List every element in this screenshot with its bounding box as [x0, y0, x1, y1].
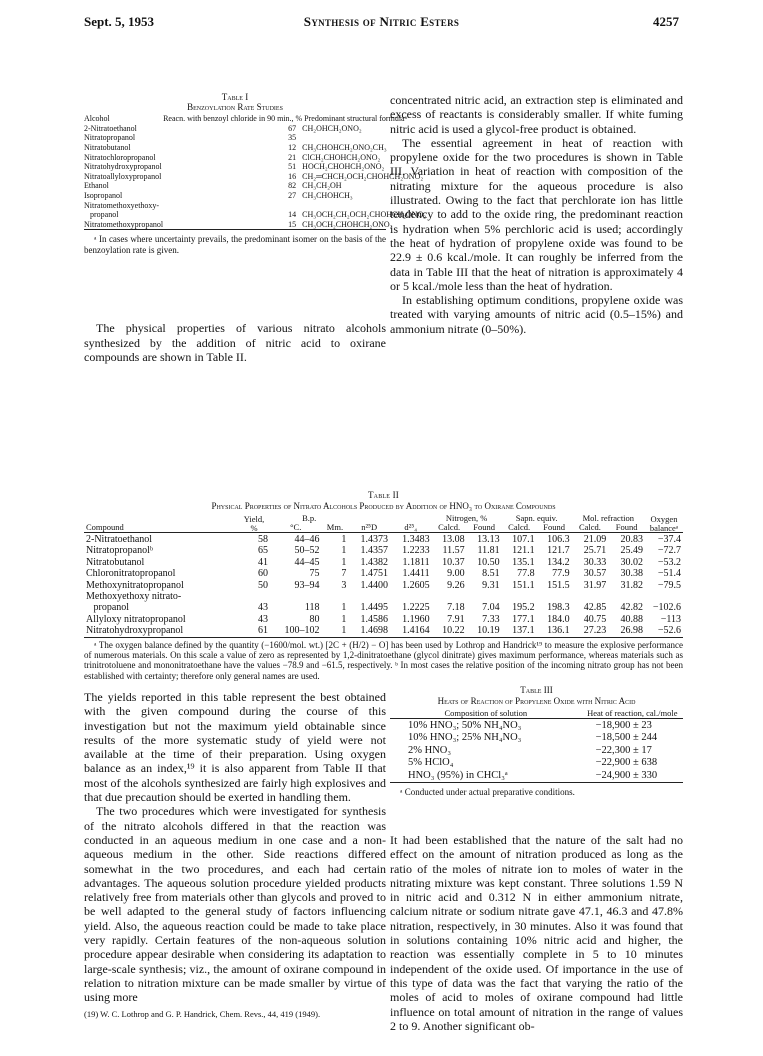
table-2-cell-sc	[502, 591, 537, 602]
table-2-cell-compound: Methoxyethoxy nitrato-	[86, 591, 182, 603]
table-3-subtitle: Heats of Reaction of Propylene Oxide with Nitric Acid	[437, 696, 636, 706]
table-2-header-nit-calcd: Calcd.	[438, 522, 461, 532]
table-1-cell-pct: 82	[288, 181, 297, 191]
table-2-cell-mm: 1	[341, 625, 347, 637]
table-1-cell-formula: CH₃OCH₂CHOHCH₂ONO₂	[302, 219, 393, 229]
table-2-cell-sc: 135.1	[512, 556, 535, 568]
table-1-cell-formula: ClCH₂CHOHCH₂ONO₂	[302, 152, 381, 162]
running-header	[84, 14, 679, 30]
table-2-cell-mc: 30.57	[583, 568, 607, 580]
table-2-header-bp-mm: Mm.	[326, 522, 344, 532]
table-3-cell-composition: HNO₃ (95%) in CHCl₃ᵃ	[408, 769, 508, 781]
table-2-cell-sf: 136.1	[547, 625, 570, 637]
table-2-cell-mm: 1	[341, 613, 347, 625]
table-1	[84, 92, 427, 256]
table-2-cell-nf: 11.81	[477, 545, 500, 557]
right-column-top	[390, 93, 683, 336]
table-1-cell-pct: 15	[288, 219, 297, 229]
paragraph: The two procedures which were investigated for synthesis of the nitrato alcohols differed in that the reaction was conducted in an aqueous medium in one case and a non-aqueous medium in the other. Side reactions differed somewhat in the two procedures, and each had certain advantages. The aqueous solution procedure yielded products relatively free from materials other than glycols and proved to be well adapted to the general study of factors influencing yield. Also, the aqueous reaction could be made to take place very rapidly. Certain features of the non-aqueous solution procedure appear desirable when considering its adaptation to large-scale synthesis; viz., the amount of oxirane compound in relation to nitration mixture can be made smaller by virtue of using more	[84, 804, 386, 1005]
table-row	[84, 614, 683, 625]
table-2-cell-sf: 134.2	[547, 556, 570, 568]
table-2-cell-sc: 137.1	[512, 625, 535, 637]
table-1-cell-pct: 12	[288, 142, 297, 152]
table-1-cell-formula: CH₂═CHCH₂OCH₂CHOHCH₂ONO₂	[302, 171, 424, 181]
table-row	[84, 124, 426, 134]
paragraph: concentrated nitric acid, an extraction step is eliminated and excess of reactants is considerably smaller. If white fuming nitric acid is used a glycol-free product is obtained.	[390, 93, 683, 136]
table-3-cell-heat: −24,900 ± 330	[595, 769, 658, 781]
table-2-cell-mc: 40.75	[583, 613, 607, 625]
table-row	[84, 133, 426, 143]
table-1-cell-alcohol: propanol	[84, 210, 119, 220]
table-2-header-bp: B.p.	[302, 513, 317, 523]
table-2	[84, 490, 683, 681]
table-2-footnote: ᵃ The oxygen balance defined by the quantity (−1600/mol. wt.) [2C + (H/2) − O] has been used by Lothrop and Handrick¹⁹ to measure the explosive performance of numerous materials. On this scale a value of zero as represented by 1,2-dinitratoethane (glycol dinitrate) gives maximum performance, whereas materials such as trinitrotoluene and mononitratoethane have the values −78.9 and −61.5, respectively. ᵇ In most cases the relative position of the incoming nitrato group has not been established with certainty; therefore only general names are used.	[84, 639, 683, 681]
table-1-cell-alcohol: Nitratomethoxypropanol	[84, 219, 164, 229]
table-row	[84, 153, 426, 163]
table-2-cell-d	[390, 591, 432, 602]
table-2-cell-ob: −52.6	[657, 625, 681, 637]
table-2-cell-bpc: 80	[309, 613, 320, 625]
table-2-header-nd: n²⁵D	[361, 522, 378, 532]
table-2-cell-d: 1.1960	[402, 613, 430, 625]
table-2-cell-mc: 25.71	[583, 545, 607, 557]
table-3-cell-heat: −18,500 ± 244	[595, 732, 658, 744]
table-1-cell-alcohol: Isopropanol	[84, 190, 123, 200]
table-2-cell-nd: 1.4698	[360, 625, 388, 637]
table-2-header-sapn: Sapn. equiv.	[515, 513, 558, 523]
table-1-subtitle: Benzoylation Rate Studies	[187, 101, 283, 112]
table-3-cell-heat: −22,300 ± 17	[595, 744, 652, 756]
table-2-header-nit-found: Found	[473, 522, 495, 532]
table-2-cell-bpc: 44–45	[294, 556, 320, 568]
table-2-cell-sc: 151.1	[512, 579, 535, 591]
table-2-cell-nd: 1.4400	[360, 579, 388, 591]
table-3	[390, 685, 683, 798]
table-2-cell-sf	[537, 591, 572, 602]
table-3-grid	[390, 709, 683, 784]
table-1-cell-formula: CH₃OCH₂CH₂OCH₂CHOHCH₂ONO₂	[302, 210, 427, 220]
table-2-cell-nc: 13.08	[442, 534, 465, 545]
table-2-cell-yield: 58	[258, 534, 268, 545]
table-2-cell-nd: 1.4495	[360, 602, 388, 614]
table-2-cell-mm: 3	[341, 579, 347, 591]
paragraph: The physical properties of various nitrato alcohols synthesized by the addition of nitric acid to oxirane compounds are shown in Table II.	[84, 321, 386, 364]
table-1-cell-alcohol: Nitratoallyloxypropanol	[84, 171, 162, 181]
table-2-cell-bpc: 118	[304, 602, 320, 614]
table-row	[390, 745, 683, 757]
table-3-cell-composition: 10% HNO₃; 50% NH₄NO₃	[408, 720, 522, 731]
table-2-cell-d: 1.4164	[402, 625, 430, 637]
table-2-cell-d: 1.2605	[402, 579, 430, 591]
table-row	[84, 201, 426, 211]
table-2-cell-nc: 7.18	[447, 602, 465, 614]
table-2-cell-mc: 21.09	[583, 534, 607, 545]
table-row	[84, 220, 426, 230]
table-1-cell-formula: CH₃CH₂OH	[302, 181, 342, 191]
table-2-cell-nd: 1.4586	[360, 613, 388, 625]
table-2-cell-sf: 151.5	[547, 579, 570, 591]
table-2-header-bp-c: °C.	[290, 522, 302, 532]
table-2-cell-sc: 195.2	[512, 602, 535, 614]
table-row	[390, 720, 683, 732]
right-column-bottom	[390, 833, 683, 1033]
table-1-title: Table I	[221, 92, 249, 102]
table-1-cell-alcohol: 2-Nitratoethanol	[84, 123, 137, 133]
table-2-cell-sf: 184.0	[547, 613, 570, 625]
table-3-cell-heat: −18,900 ± 23	[595, 720, 652, 731]
table-2-cell-mf: 26.98	[620, 625, 643, 637]
table-1-header-alcohol: Alcohol	[84, 114, 110, 124]
table-2-cell-compound: Methoxynitratopropanol	[86, 579, 184, 591]
table-2-cell-nd: 1.4357	[360, 545, 388, 557]
table-2-cell-compound: Nitratobutanol	[86, 556, 145, 568]
table-2-cell-sc: 177.1	[512, 613, 535, 625]
table-2-header-oxygen: Oxygen balanceᵃ	[649, 514, 679, 533]
table-2-cell-d: 1.1811	[402, 556, 430, 568]
table-1-cell-pct: 27	[288, 190, 297, 200]
table-2-cell-mf: 31.82	[620, 579, 643, 591]
paragraph: The yields reported in this table represent the best obtained with the given compound during the course of this investigation but not the maximum yield obtainable since results of the more systematic study of yield were not available at the time of their preparation. Using oxygen balance as an index,¹⁹ it is also apparent from Table II that most of the alcohols synthesized are fairly high explosives and that due precaution should be exerted in handling them.	[84, 690, 386, 805]
table-2-header-sapn-calcd: Calcd.	[508, 522, 531, 532]
table-2-cell-nd: 1.4382	[360, 556, 388, 568]
table-row	[84, 210, 426, 220]
table-3-footnote: ᵃ Conducted under actual preparative conditions.	[400, 787, 575, 798]
table-2-cell-mf: 25.49	[620, 545, 643, 557]
table-row	[84, 580, 683, 591]
table-2-cell-nd: 1.4373	[360, 534, 388, 545]
table-2-cell-yield	[238, 591, 270, 602]
table-2-cell-mc: 27.23	[583, 625, 607, 637]
table-1-footnote: ᵃ In cases where uncertainty prevails, the predominant isomer on the basis of the benzoylation rate is given.	[84, 234, 386, 256]
table-2-cell-d: 1.2225	[402, 602, 430, 614]
left-column-intro	[84, 321, 386, 365]
table-2-header-yield: Yield, %	[243, 514, 265, 533]
table-2-cell-mc: 31.97	[583, 579, 607, 591]
table-row	[84, 625, 683, 637]
table-2-cell-d: 1.2233	[402, 545, 430, 557]
table-2-cell-nf: 10.50	[477, 556, 500, 568]
table-row	[84, 602, 683, 613]
table-2-cell-yield: 65	[258, 545, 268, 557]
table-3-cell-composition: 10% HNO₃; 25% NH₄NO₃	[408, 732, 522, 744]
table-1-cell-formula: CH₃CHOHCH₂ONO₂CH₃	[302, 142, 387, 152]
table-2-cell-mm: 1	[341, 602, 347, 614]
table-2-cell-mf: 30.38	[620, 568, 643, 580]
table-2-cell-nc: 9.00	[447, 568, 465, 580]
table-3-cell-heat: −22,900 ± 638	[595, 757, 658, 769]
table-2-cell-nf: 7.04	[482, 602, 500, 614]
table-row	[84, 162, 426, 172]
table-3-cell-composition: 5% HClO₄	[408, 757, 454, 769]
table-2-cell-yield: 43	[258, 613, 268, 625]
table-1-rule	[84, 229, 386, 230]
table-2-cell-sf: 106.3	[547, 534, 570, 545]
table-2-cell-ob	[645, 591, 683, 602]
table-2-cell-bpc: 50–52	[294, 545, 320, 557]
paragraph: In establishing optimum conditions, propylene oxide was treated with varying amounts of nitric acid (0.5–15%) and ammonium nitrate (0–50%).	[390, 293, 683, 336]
table-2-header-sapn-found: Found	[543, 522, 566, 532]
header-page-number: 4257	[653, 14, 679, 29]
table-row	[84, 557, 683, 568]
table-1-header-reacn: Reacn. with benzoyl chloride in 90 min., %	[163, 114, 303, 124]
table-2-cell-nf: 7.33	[482, 613, 500, 625]
table-1-cell-pct: 16	[288, 171, 297, 181]
table-2-grid	[84, 514, 683, 639]
table-2-cell-mf	[608, 591, 645, 602]
table-2-title: Table II	[367, 490, 399, 500]
table-2-cell-d: 1.3483	[402, 534, 430, 545]
table-1-cell-formula: CH₂OHCH₂ONO₂	[302, 123, 362, 133]
table-2-cell-nc: 7.91	[447, 613, 465, 625]
table-2-cell-nc: 10.22	[442, 625, 465, 637]
table-2-header-d: d²⁵₄	[404, 522, 418, 532]
table-2-cell-yield: 50	[258, 579, 268, 591]
table-1-cell-pct: 51	[288, 162, 297, 172]
table-2-header-mol-found: Found	[615, 522, 638, 532]
table-2-cell-mf: 20.83	[620, 534, 643, 545]
table-2-cell-compound: Nitratohydroxypropanol	[86, 625, 184, 637]
table-2-cell-sc: 121.1	[512, 545, 535, 557]
table-1-cell-alcohol: Nitratobutanol	[84, 142, 131, 152]
table-row	[390, 770, 683, 783]
table-2-cell-mm: 1	[341, 556, 347, 568]
table-row	[84, 191, 426, 201]
table-2-cell-mm	[322, 591, 349, 602]
header-title: Synthesis of Nitric Esters	[303, 14, 460, 29]
reference-19: (19) W. C. Lothrop and G. P. Handrick, Chem. Revs., 44, 419 (1949).	[84, 1008, 321, 1019]
table-1-cell-alcohol: Nitratochloropropanol	[84, 152, 156, 162]
table-2-cell-nc	[432, 591, 467, 602]
table-2-cell-mf: 40.88	[620, 613, 643, 625]
table-2-cell-mc: 42.85	[583, 602, 607, 614]
table-2-cell-bpc: 93–94	[294, 579, 320, 591]
table-1-cell-pct: 35	[288, 133, 297, 143]
table-row	[390, 757, 683, 769]
table-1-cell-alcohol: Nitratopropanol	[84, 133, 136, 143]
table-row	[84, 172, 426, 182]
table-2-cell-compound: Allyloxy nitratopropanol	[86, 613, 186, 625]
table-2-cell-ob: −113	[660, 613, 681, 625]
table-1-cell-pct: 67	[288, 123, 297, 133]
table-1-cell-formula: CH₃CHOHCH₃	[302, 190, 353, 200]
table-2-cell-sf: 198.3	[547, 602, 570, 614]
table-2-cell-nf: 13.13	[477, 534, 500, 545]
table-3-title: Table III	[520, 685, 553, 695]
table-2-cell-yield: 61	[258, 625, 268, 637]
table-2-cell-mm: 7	[341, 568, 347, 580]
table-2-cell-yield: 41	[258, 556, 268, 568]
table-2-cell-nd: 1.4751	[360, 568, 388, 580]
table-2-cell-d: 1.4411	[402, 568, 430, 580]
paragraph: It had been established that the nature of the salt had no effect on the amount of nitration produced as long as the ratio of the moles of nitrate ion to moles of water in the nitrating mixture was kept constant. Three solutions 1.59 N in nitric acid and 0.312 N in either ammonium nitrate, calcium nitrate or sodium nitrate gave 47.1, 46.3 and 47.8% nitration, respectively, in 30 minutes. Also it was found that in solutions containing 10% nitric acid and higher, the reaction was essentially complete in 5 to 10 minutes independent of the oxide used. Of importance in the use of this type of data was the fact that varying the ratio of the moles of acid to moles of oxirane compound had little influence on total amount of nitration in the range of values 2 to 9. Another significant ob-	[390, 833, 683, 1033]
table-1-cell-pct	[163, 201, 302, 211]
table-2-cell-sf: 77.9	[552, 568, 570, 580]
paragraph: The essential agreement in heat of reaction with propylene oxide for the two procedures is shown in Table III. Variation in heat of reaction with composition of the nitrating mixture for the aqueous procedure is also illustrated. Owing to the fact that perchlorate ion has little tendency to add to the oxide ring, the predominant reaction is hydration when 5% perchloric acid is used; accordingly the heat of hydration of propylene oxide was found to be 22.9 ± 0.6 kcal./mole. It can roughly be inferred from the data in Table III that the heat of nitration is approximately 4 or 5 kcal./mole less than the heat of hydration.	[390, 135, 683, 293]
table-2-cell-ob: −51.4	[657, 568, 681, 580]
table-2-cell-bpc	[270, 591, 322, 602]
table-3-cell-composition: 2% HNO₃	[408, 744, 452, 756]
table-1-cell-pct: 14	[288, 210, 297, 220]
table-2-cell-yield: 60	[258, 568, 268, 580]
table-2-cell-nc: 10.37	[442, 556, 465, 568]
table-2-cell-nf	[467, 591, 502, 602]
table-2-cell-mm: 1	[341, 534, 347, 545]
table-2-cell-compound: 2-Nitratoethanol	[86, 534, 153, 545]
table-row	[84, 545, 683, 556]
table-3-header-heat: Heat of reaction, cal./mole	[587, 708, 678, 718]
left-column-bottom	[84, 690, 386, 1019]
table-row	[84, 568, 683, 579]
table-2-cell-compound: Chloronitratopropanol	[86, 568, 176, 580]
table-2-cell-nf: 8.51	[482, 568, 500, 580]
table-1-cell-pct: 21	[288, 152, 297, 162]
table-2-cell-compound: propanol	[86, 602, 130, 614]
table-2-cell-mf: 42.82	[620, 602, 643, 614]
table-2-cell-nd	[348, 591, 390, 602]
table-2-cell-yield: 43	[258, 602, 268, 614]
table-1-cell-alcohol: Ethanol	[84, 181, 109, 191]
table-2-cell-bpc: 44–46	[294, 534, 320, 545]
table-row	[84, 143, 426, 153]
table-row	[84, 534, 683, 545]
table-2-header-compound: Compound	[86, 522, 124, 532]
table-2-cell-bpc: 100–102	[284, 625, 320, 637]
table-3-header-composition: Composition of solution	[444, 708, 528, 718]
table-2-subtitle: Physical Properties of Nitrato Alcohols Produced by Addition of HNO₃ to Oxirane Compounds	[211, 501, 556, 511]
table-2-cell-sc: 77.8	[517, 568, 535, 580]
table-2-cell-sf: 121.7	[547, 545, 570, 557]
table-1-cell-alcohol: Nitratomethoxyethoxy-	[84, 200, 160, 210]
table-2-cell-nc: 11.57	[442, 545, 465, 557]
table-1-cell-alcohol: Nitratohydroxypropanol	[84, 162, 162, 172]
table-row	[84, 591, 683, 602]
table-2-cell-ob: −53.2	[657, 556, 681, 568]
table-2-cell-ob: −102.6	[652, 602, 681, 614]
table-2-cell-bpc: 75	[309, 568, 320, 580]
table-1-cell-formula: HOCH₂CHOHCH₂ONO₂	[302, 162, 385, 172]
table-2-cell-ob: −72.7	[657, 545, 681, 557]
table-2-header-nitrogen: Nitrogen, %	[445, 513, 488, 523]
table-2-header-molref: Mol. refraction	[582, 513, 635, 523]
table-2-cell-ob: −37.4	[657, 534, 681, 545]
table-2-cell-compound: Nitratopropanolᵇ	[86, 545, 153, 557]
table-2-cell-nc: 9.26	[447, 579, 465, 591]
table-2-cell-mf: 30.02	[620, 556, 643, 568]
table-2-cell-mm: 1	[341, 545, 347, 557]
table-row	[390, 732, 683, 744]
header-date: Sept. 5, 1953	[84, 14, 155, 29]
table-1-header-formula: Predominant structural formulaᵃ	[304, 114, 407, 124]
table-2-cell-sc: 107.1	[512, 534, 535, 545]
table-2-header-mol-calcd: Calcd.	[578, 522, 601, 532]
table-row	[84, 181, 426, 191]
table-1-grid	[84, 114, 426, 229]
table-2-cell-mc	[572, 591, 609, 602]
table-2-cell-nf: 9.31	[482, 579, 500, 591]
table-2-cell-ob: −79.5	[657, 579, 681, 591]
table-2-cell-mc: 30.33	[583, 556, 607, 568]
table-2-cell-nf: 10.19	[477, 625, 500, 637]
